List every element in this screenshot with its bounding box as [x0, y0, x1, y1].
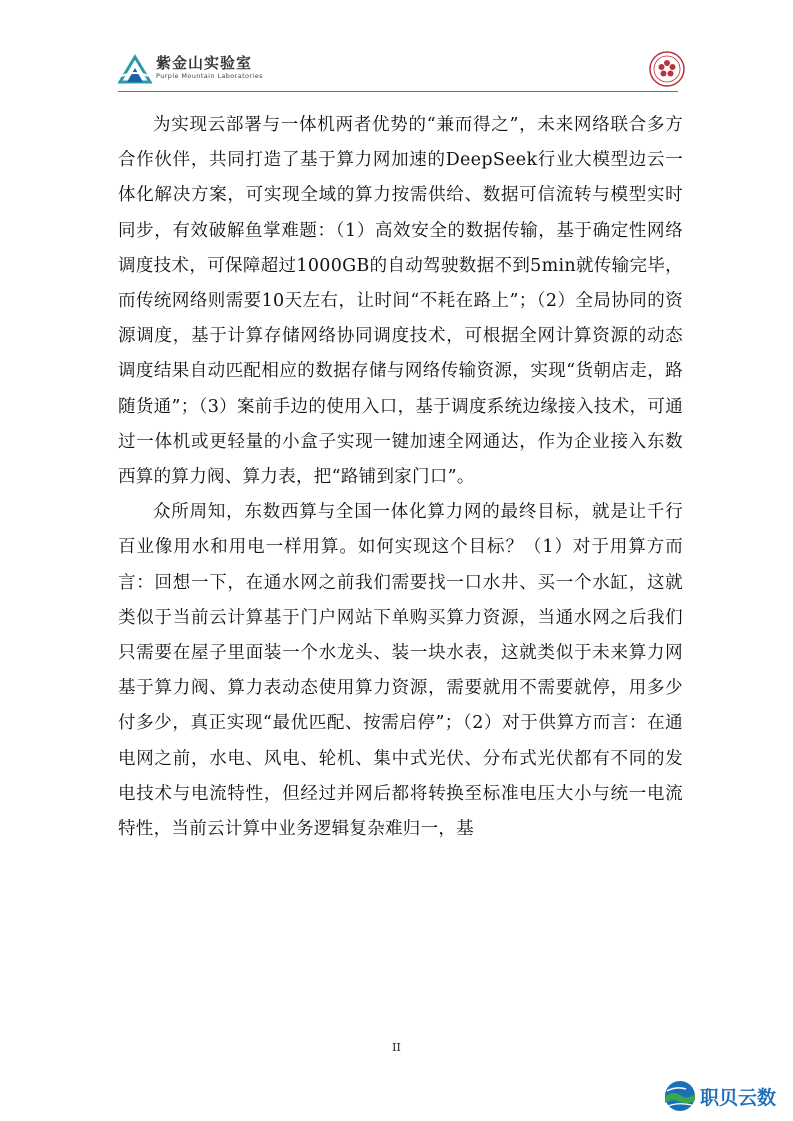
org-name-cn: 紫金山实验室 [156, 54, 253, 72]
header-divider [118, 91, 678, 92]
institution-seal-icon [648, 50, 686, 88]
watermark [664, 1078, 792, 1114]
mountain-logo-icon [118, 54, 152, 84]
paragraph: 众所周知，东数西算与全国一体化算力网的最终目标，就是让千行百业像用水和用电一样用算。如何实现这个目标？（1）对于用算方而言：回想一下，在通水网之前我们需要找一口水井、买一个水缸，这就类似于当前云计算基于门户网站下单购买算力资源，当通水网之后我们只需要在屋子里面装一个水龙头、装一块水表，这就类似于未来算力网基于算力阀、算力表动态使用算力资源，需要就用不需要就停，用多少付多少，真正实现“最优匹配、按需启停”；（2）对于供算方而言：在通电网之前，水电、风电、轮机、集中式光伏、分布式光伏都有不同的发电技术与电流特性，但经过并网后都将转换至标准电压大小与统一电流特性，当前云计算中业务逻辑复杂难归一，基 [118, 502, 683, 840]
document-body [118, 108, 683, 847]
watermark-text: 职贝云数 [700, 1087, 777, 1109]
page-number: II [392, 1041, 401, 1054]
org-name-en: Purple Mountain Laboratories [156, 72, 263, 80]
page-header [118, 50, 678, 90]
purple-mountain-logo [118, 52, 268, 88]
paragraph: 为实现云部署与一体机两者优势的“兼而得之”，未来网络联合多方合作伙伴，共同打造了基于算力网加速的DeepSeek行业大模型边云一体化解决方案，可实现全域的算力按需供给、数据可信流转与模型实时同步，有效破解鱼掌难题：（1）高效安全的数据传输，基于确定性网络调度技术，可保障超过1000GB的自动驾驶数据不到5min就传输完毕，而传统网络则需要10天左右，让时间“不耗在路上”；（2）全局协同的资源调度，基于计算存储网络协同调度技术，可根据全网计算资源的动态调度结果自动匹配相应的数据存储与网络传输资源，实现“货朝店走，路随货通”；（3）案前手边的使用入口，基于调度系统边缘接入技术，可通过一体机或更轻量的小盒子实现一键加速全网通达，作为企业接入东数西算的算力阀、算力表，把“路铺到家门口”。 [118, 115, 683, 488]
globe-logo-icon [664, 1080, 696, 1112]
